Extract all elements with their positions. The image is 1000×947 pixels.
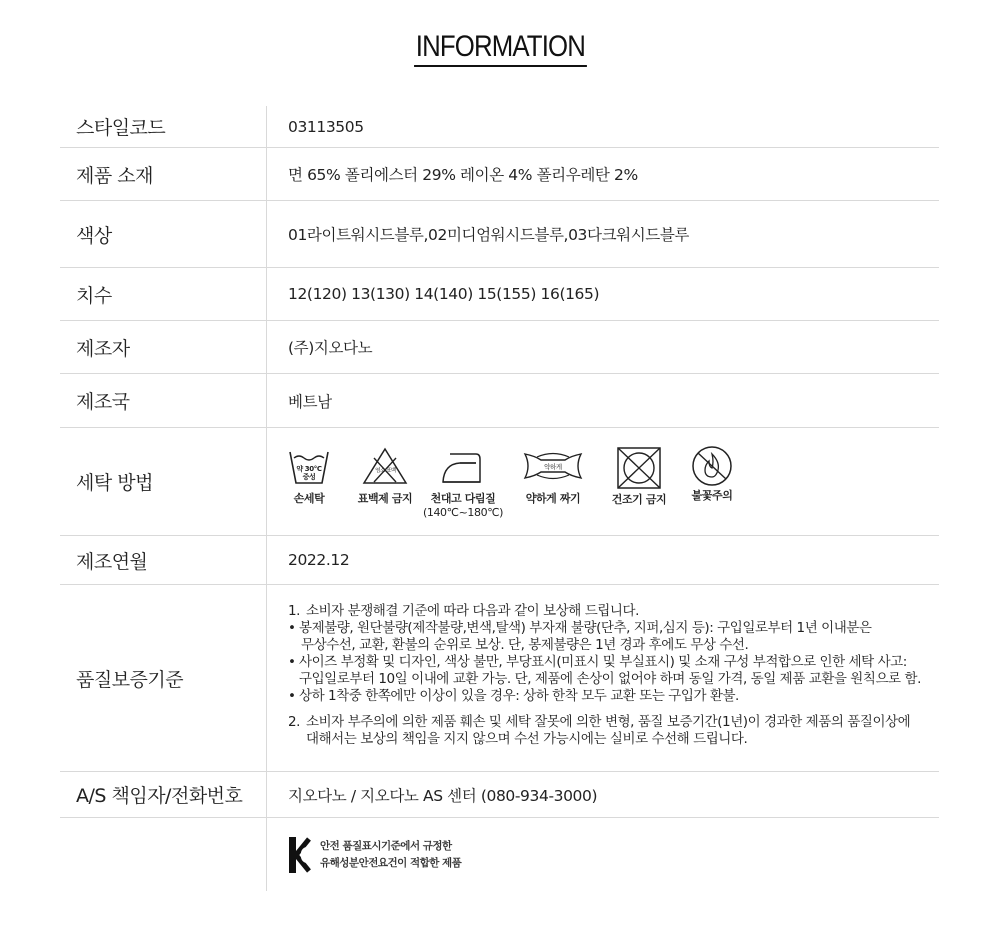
kc-mark-icon	[288, 836, 312, 874]
kc-text-line-1: 안전 품질표시기준에서 규정한	[320, 839, 452, 852]
care-item-gentle-wring	[521, 446, 585, 506]
quality-num-2: 2.	[288, 714, 300, 730]
no-bleach-icon	[361, 446, 409, 486]
row-quality	[60, 585, 939, 772]
care-caption-gentle-wring: 약하게 짜기	[525, 492, 581, 505]
label-size: 치수	[60, 268, 267, 320]
quality-bullet-3	[288, 688, 939, 705]
value-size: 12(120) 13(130) 14(140) 15(155) 16(165)	[288, 285, 600, 303]
value-quality	[267, 585, 939, 771]
kc-text	[320, 838, 461, 872]
iron-icon	[440, 446, 486, 486]
label-manufacturer: 제조자	[60, 321, 267, 373]
hand-wash-temp: 약 30°C	[296, 465, 322, 473]
quality-line-2a: 소비자 부주의에 의한 제품 훼손 및 세탁 잘못에 의한 변형, 품질 보증기간(1년)이 경과한 제품의 품질이상에	[306, 714, 911, 730]
care-caption-flame-caution: 불꽃주의	[691, 489, 733, 502]
kc-text-line-2: 유해성분안전요건이 적합한 제품	[320, 856, 462, 869]
flame-caution-icon	[690, 446, 734, 486]
row-as	[60, 772, 939, 818]
label-washing: 세탁 방법	[60, 428, 267, 535]
row-style-code	[60, 106, 939, 148]
care-icons	[267, 428, 939, 535]
label-quality: 품질보증기준	[60, 585, 267, 771]
page-title: INFORMATION	[414, 30, 587, 67]
quality-bullet-3-text: 상하 1착중 한쪽에만 이상이 있을 경우: 상하 한착 모두 교환 또는 구입가 환불.	[299, 688, 739, 704]
quality-gap	[288, 705, 939, 714]
quality-num-1: 1.	[288, 603, 300, 619]
label-kc-empty	[60, 818, 267, 891]
label-color: 색상	[60, 201, 267, 267]
quality-bullet-1b: 무상수선, 교환, 환불의 순위로 보상. 단, 봉제불량은 1년 경과 후에도 무상 수선.	[301, 637, 749, 653]
label-material: 제품 소재	[60, 148, 267, 200]
row-manufacture-date	[60, 536, 939, 585]
quality-item-1	[288, 603, 939, 620]
row-country	[60, 374, 939, 428]
title-wrap	[0, 30, 1000, 67]
quality-bullet-2b: 구입일로부터 10일 이내에 교환 가능. 단, 제품에 손상이 없어야 하며 동일 가격, 동일 제품 교환을 원칙으로 함.	[299, 671, 921, 687]
care-item-hand-wash	[288, 446, 330, 506]
value-as: 지오다노 / 지오다노 AS 센터 (080-934-3000)	[288, 786, 598, 805]
row-kc	[60, 818, 939, 891]
care-caption-iron: 천대고 다림질	[430, 492, 496, 505]
hand-wash-icon	[288, 446, 330, 486]
value-color: 01라이트워시드블루,02미디엄워시드블루,03다크워시드블루	[288, 226, 690, 244]
label-manufacture-date: 제조연월	[60, 536, 267, 584]
quality-item-2	[288, 714, 939, 731]
quality-bullet-2a: 사이즈 부정확 및 디자인, 색상 불만, 부당표시(미표시 및 부실표시) 및 소재 구성 부적합으로 인한 세탁 사고:	[299, 654, 907, 670]
kc-certification	[267, 818, 939, 891]
care-item-no-bleach	[357, 446, 413, 506]
no-tumble-dry-icon	[616, 446, 662, 490]
care-sub-iron: (140℃~180℃)	[422, 506, 504, 519]
value-country: 베트남	[288, 392, 332, 411]
care-caption-no-tumble-dry: 건조기 금지	[611, 493, 667, 506]
quality-bullet-2	[288, 654, 939, 688]
no-bleach-text-2: 표백	[386, 468, 396, 474]
value-style-code: 03113505	[288, 117, 364, 136]
label-as: A/S 책임자/전화번호	[60, 772, 267, 817]
gentle-wring-text: 약하게	[544, 463, 562, 471]
care-caption-hand-wash: 손세탁	[293, 492, 325, 505]
label-country: 제조국	[60, 374, 267, 427]
hand-wash-detergent: 중성	[302, 473, 316, 481]
row-color	[60, 201, 939, 268]
label-style-code: 스타일코드	[60, 106, 267, 147]
row-washing	[60, 428, 939, 536]
quality-bullet-1a: 봉제불량, 원단불량(제작불량,변색,탈색) 부자재 불량(단추, 지퍼,심지 등): 구입일로부터 1년 이내분은	[299, 620, 872, 636]
quality-bullet-1	[288, 620, 939, 654]
no-bleach-text-1: 염소	[375, 468, 385, 474]
value-manufacture-date: 2022.12	[288, 551, 350, 569]
quality-line-2b: 대해서는 보상의 책임을 지지 않으며 수선 가능시에는 실비로 수선해 드립니다.	[306, 731, 748, 747]
care-item-no-tumble-dry	[607, 446, 671, 507]
quality-line-1: 소비자 분쟁해결 기준에 따라 다음과 같이 보상해 드립니다.	[306, 603, 639, 619]
value-manufacturer: (주)지오다노	[288, 339, 373, 357]
info-table	[60, 106, 939, 891]
care-item-flame-caution	[687, 446, 737, 503]
row-material	[60, 148, 939, 201]
care-item-iron	[423, 446, 503, 520]
row-size	[60, 268, 939, 321]
value-material: 면 65% 폴리에스터 29% 레이온 4% 폴리우레탄 2%	[288, 166, 638, 184]
care-caption-no-bleach: 표백제 금지	[357, 492, 413, 505]
gentle-wring-icon	[523, 446, 583, 486]
row-manufacturer	[60, 321, 939, 374]
